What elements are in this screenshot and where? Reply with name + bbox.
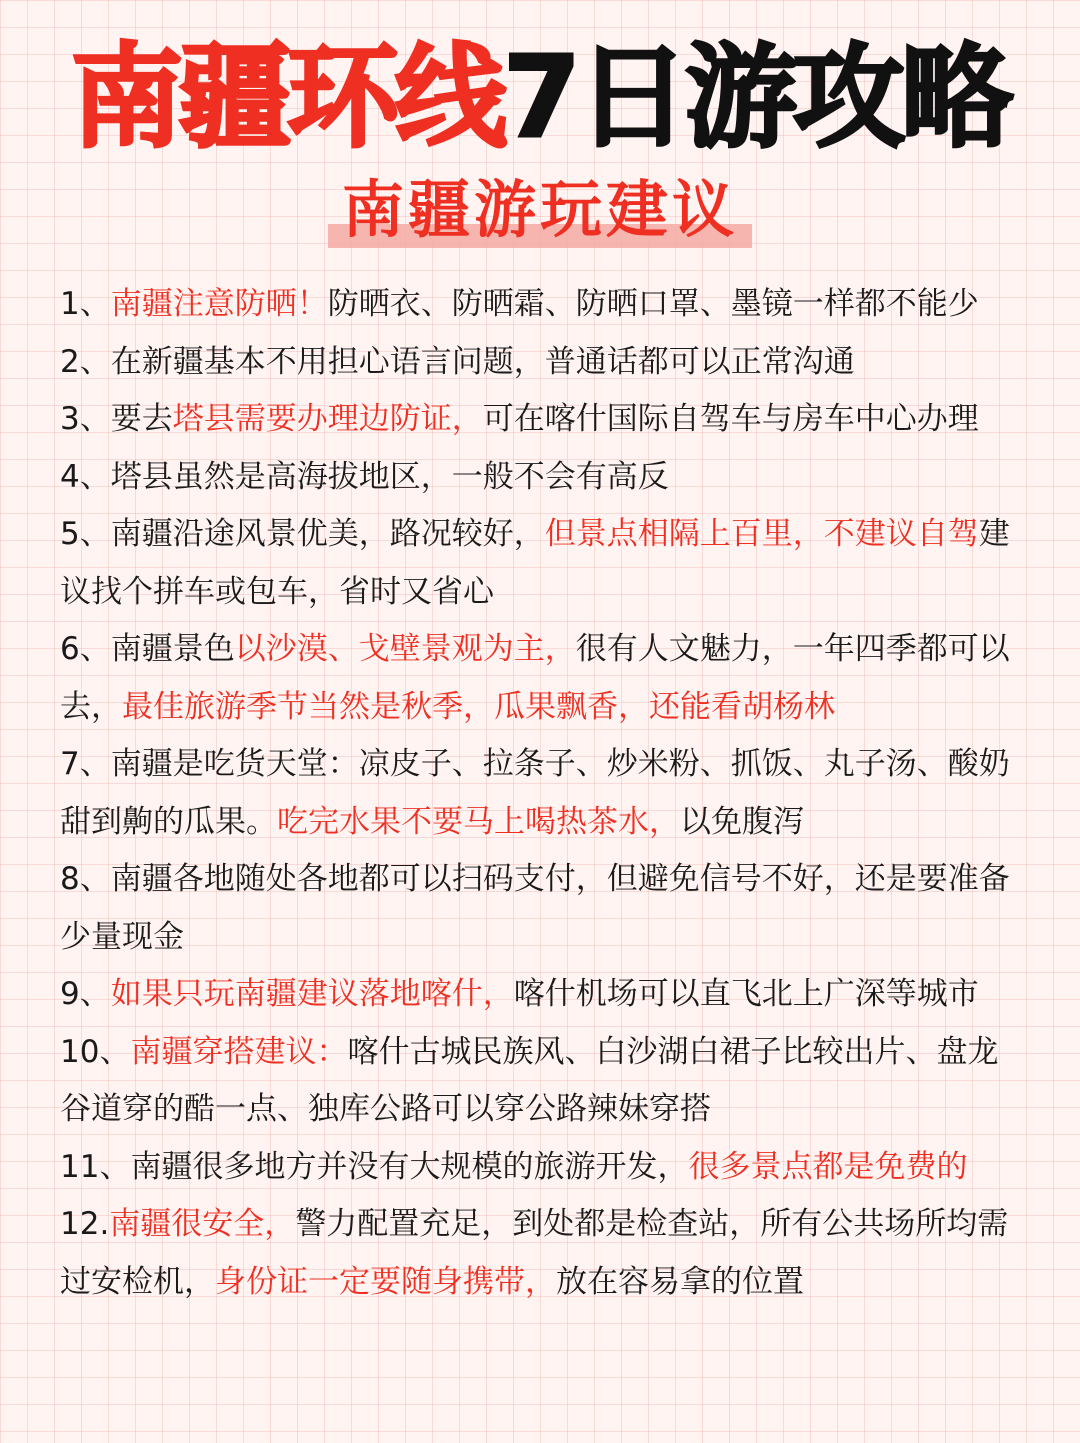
title-black-part: 7日游攻略 [503, 33, 1009, 163]
tip-text: 12. [60, 1206, 110, 1242]
tip-text: 防晒衣、防晒霜、防晒口罩、墨镜一样都不能少 [327, 286, 979, 322]
tip-highlight-text: 以沙漠、戈壁景观为主， [234, 631, 576, 667]
tip-highlight-text: 如果只玩南疆建议落地喀什， [110, 976, 514, 1012]
tip-highlight-text: 身份证一定要随身携带， [215, 1263, 556, 1300]
tip-text: 7、南疆是吃货天堂：凉皮子、拉条子、炒米粉、抓饭、丸子汤、酸奶甜到齁的瓜果。 [60, 746, 1010, 840]
tip-text: 放在容易拿的位置 [556, 1263, 804, 1300]
tip-item [60, 1196, 1025, 1311]
tip-text: 5、南疆沿途风景优美，路况较好， [60, 516, 545, 552]
tip-text: 8、南疆各地随处各地都可以扫码支付，但避免信号不好，还是要准备少量现金 [60, 861, 1010, 955]
tip-text: 6、南疆景色 [60, 631, 235, 667]
tip-highlight-text: 吃完水果不要马上喝热茶水， [277, 803, 680, 840]
tip-item [60, 334, 1025, 392]
subtitle-container [0, 172, 1080, 248]
tip-text: 喀什机场可以直飞北上广深等城市 [513, 976, 979, 1012]
tip-text: 很有人文魅力，一年四季都可以去， [60, 631, 1010, 725]
tip-item [60, 736, 1025, 851]
tip-text: 11、南疆很多地方并没有大规模的旅游开发， [60, 1148, 689, 1185]
title-red-part: 南疆环线 [71, 33, 504, 163]
tip-highlight-text: 南疆穿搭建议： [130, 1033, 348, 1070]
tip-text: 建议找个拼车或包车，省时又省心 [60, 516, 1010, 610]
tip-highlight-text: 最佳旅游季节当然是秋季，瓜果飘香，还能看胡杨林 [122, 688, 835, 725]
tip-item [60, 391, 1025, 449]
tip-highlight-text: 很多景点都是免费的 [688, 1148, 968, 1185]
tip-highlight-text: 塔县需要办理边防证， [172, 401, 483, 437]
tip-text: 喀什古城民族风、白沙湖白裙子比较出片、盘龙谷道穿的酷一点、独库公路可以穿公路辣妹穿搭 [60, 1033, 999, 1127]
tip-highlight-text: 南疆注意防晒！ [110, 286, 328, 322]
tip-text: 10、 [60, 1033, 131, 1070]
subtitle-text: 南疆游玩建议 [341, 173, 738, 246]
tip-item [60, 506, 1025, 621]
tip-text: 1、 [60, 286, 111, 322]
tip-item [60, 1024, 1025, 1139]
tip-item [60, 1139, 1025, 1197]
tip-text: 2、在新疆基本不用担心语言问题，普通话都可以正常沟通 [60, 343, 855, 380]
tips-list [60, 276, 1025, 1311]
tip-text: 4、塔县虽然是高海拔地区，一般不会有高反 [60, 458, 669, 495]
tip-item [60, 276, 1025, 334]
tip-text: 警力配置充足，到处都是检查站，所有公共场所均需过安检机， [60, 1206, 1009, 1300]
subtitle [336, 172, 744, 248]
tip-item [60, 966, 1025, 1024]
tip-item [60, 851, 1025, 966]
page-title [0, 28, 1080, 168]
tip-highlight-text: 南疆很安全， [109, 1206, 296, 1242]
tip-text: 可在喀什国际自驾车与房车中心办理 [482, 401, 979, 437]
tip-highlight-text: 但景点相隔上百里，不建议自驾 [544, 516, 979, 552]
tip-text: 9、 [60, 976, 111, 1012]
tip-text: 以免腹泻 [680, 803, 804, 840]
tip-text: 3、要去 [60, 401, 173, 437]
tip-item [60, 621, 1025, 736]
tip-item [60, 449, 1025, 507]
